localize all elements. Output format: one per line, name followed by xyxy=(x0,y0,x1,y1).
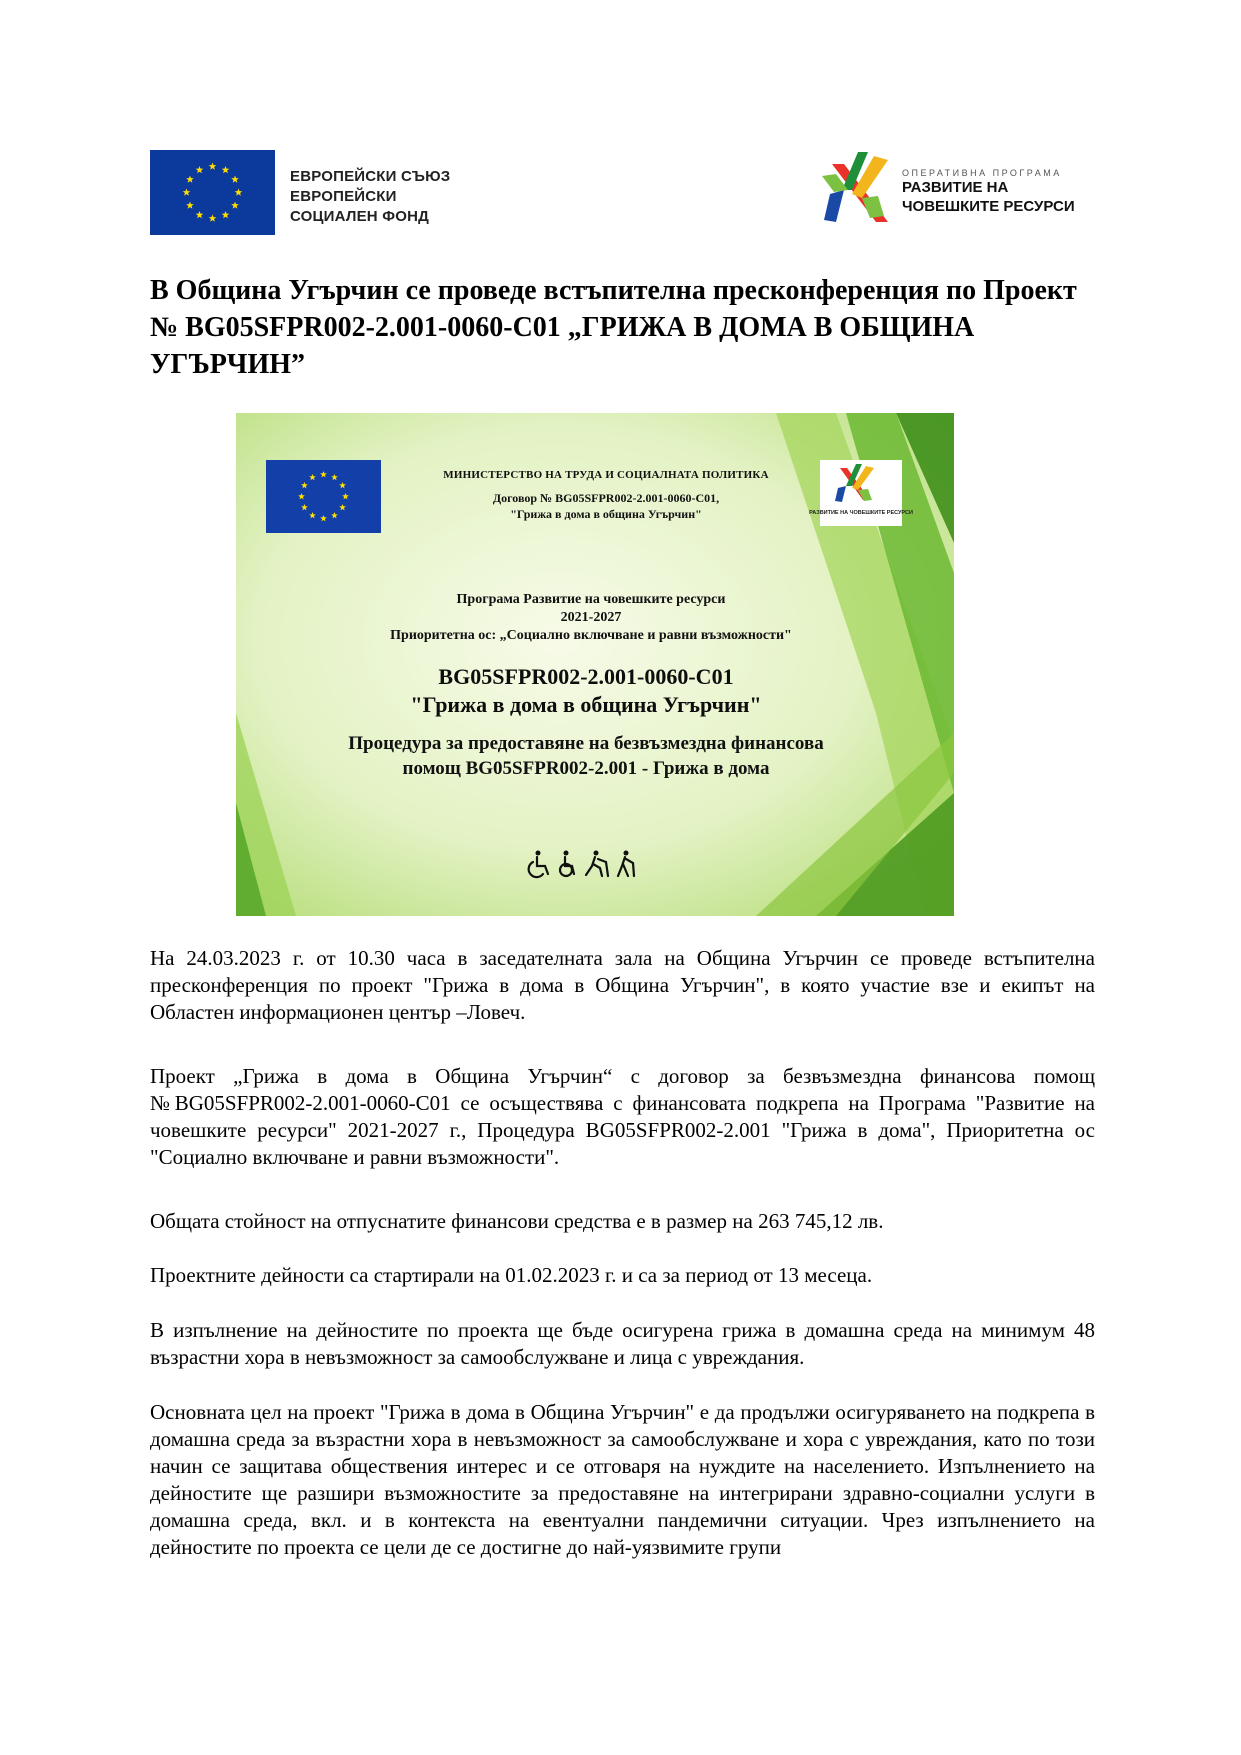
paragraph-5: В изпълнение на дейностите по проекта ще бъде осигурена грижа в домашна среда на минимум 48 възрастни хора в невъзможност за самообслужване и лица с увреждания. xyxy=(150,1318,1095,1369)
poster-contract-line1: Договор № BG05SFPR002-2.001-0060-C01, xyxy=(492,491,720,505)
poster-ministry: МИНИСТЕРСТВО НА ТРУДА И СОЦИАЛНАТА ПОЛИТИКА xyxy=(443,469,769,481)
poster-procedure xyxy=(276,731,896,781)
poster-programme-line3: Приоритетна ос: „Социално включване и равни възможности" xyxy=(390,628,792,643)
hrd-logo-text xyxy=(902,168,1075,216)
poster-eu-flag xyxy=(266,460,381,533)
accessibility-icons xyxy=(526,848,646,878)
wheelchair-icon xyxy=(529,851,548,878)
poster-project-code xyxy=(306,663,866,719)
poster-contract xyxy=(396,490,816,522)
poster-hrd-mini-text: РАЗВИТИЕ НА ЧОВЕШКИТЕ РЕСУРСИ xyxy=(809,510,913,516)
eu-logo-text xyxy=(290,167,450,227)
eu-logo-line1: ЕВРОПЕЙСКИ СЪЮЗ xyxy=(290,168,451,185)
walking-aid-icon xyxy=(586,851,608,877)
eu-flag-logo xyxy=(150,150,275,235)
paragraph-1: На 24.03.2023 г. от 10.30 часа в заседателната зала на Община Угърчин се проведе встъпителна пресконференция по проект "Грижа в дома в Община Угърчин", в която участие взе и екипът на Областен информационен център –Ловеч. xyxy=(150,946,1095,1024)
poster-code: BG05SFPR002-2.001-0060-C01 xyxy=(438,664,734,689)
poster-programme-line1: Програма Развитие на човешките ресурси xyxy=(456,592,726,607)
hrd-logo-line1: РАЗВИТИЕ НА xyxy=(902,179,1009,196)
poster-contract-line2: "Грижа в дома в община Угърчин" xyxy=(510,507,702,521)
project-poster-image xyxy=(236,413,954,916)
eu-stars-icon xyxy=(150,150,275,235)
poster-project-name: "Грижа в дома в община Угърчин" xyxy=(410,692,762,717)
paragraph-6: Основната цел на проект "Грижа в дома в Община Угърчин" е да продължи осигуряването на подкрепа в домашна среда за възрастни хора в невъзможност за самообслужване и хора с увреждания, като по този начин се защитава обществения интерес и се отговаря на нуждите на населението. Изпълнението на дейностите ще разшири възможностите за предоставяне на интегрирани здравно-социални услуги в домашна среда, вкл. и в контекста на евентуални пандемични ситуации. Чрез изпълнението на дейностите по проекта се цели де се достигне до най-уязвимите групи xyxy=(150,1400,1095,1559)
poster-programme xyxy=(331,591,851,645)
wheelchair-icon xyxy=(560,851,574,877)
paragraph-3: Общата стойност на отпуснатите финансови средства е в размер на 263 745,12 лв. xyxy=(150,1209,884,1233)
poster-hrd-logo xyxy=(809,460,913,526)
hrd-programme-logo-icon xyxy=(822,150,898,232)
hrd-logo-line2: ЧОВЕШКИТЕ РЕСУРСИ xyxy=(902,198,1075,215)
elderly-cane-icon xyxy=(618,851,634,877)
eu-logo-line3: СОЦИАЛЕН ФОНД xyxy=(290,208,429,225)
eu-logo-line2: ЕВРОПЕЙСКИ xyxy=(290,188,397,205)
hrd-logo-small: ОПЕРАТИВНА ПРОГРАМА xyxy=(902,168,1062,178)
poster-procedure-line1: Процедура за предоставяне на безвъзмездна финансова xyxy=(348,733,824,754)
paragraph-2: Проект „Грижа в дома в Община Угърчин“ с договор за безвъзмездна финансова помощ №BG05SFPR002-2.001-0060-С01 се осъществява с финансовата подкрепа на Програма "Развитие на човешките ресурси" 2021-2027 г., Процедура BG05SFPR002-2.001 "Грижа в дома", Приоритетна ос "Социално включване и равни възможности". xyxy=(150,1064,1095,1169)
page-title: В Община Угърчин се проведе встъпителна пресконференция по Проект № BG05SFPR002-2.001-0060-С01 „ГРИЖА В ДОМА В ОБЩИНА УГЪРЧИН” xyxy=(150,275,1077,380)
paragraph-4: Проектните дейности са стартирали на 01.02.2023 г. и са за период от 13 месеца. xyxy=(150,1263,873,1287)
poster-programme-line2: 2021-2027 xyxy=(560,610,622,625)
poster-procedure-line2: помощ BG05SFPR002-2.001 - Грижа в дома xyxy=(402,758,770,779)
